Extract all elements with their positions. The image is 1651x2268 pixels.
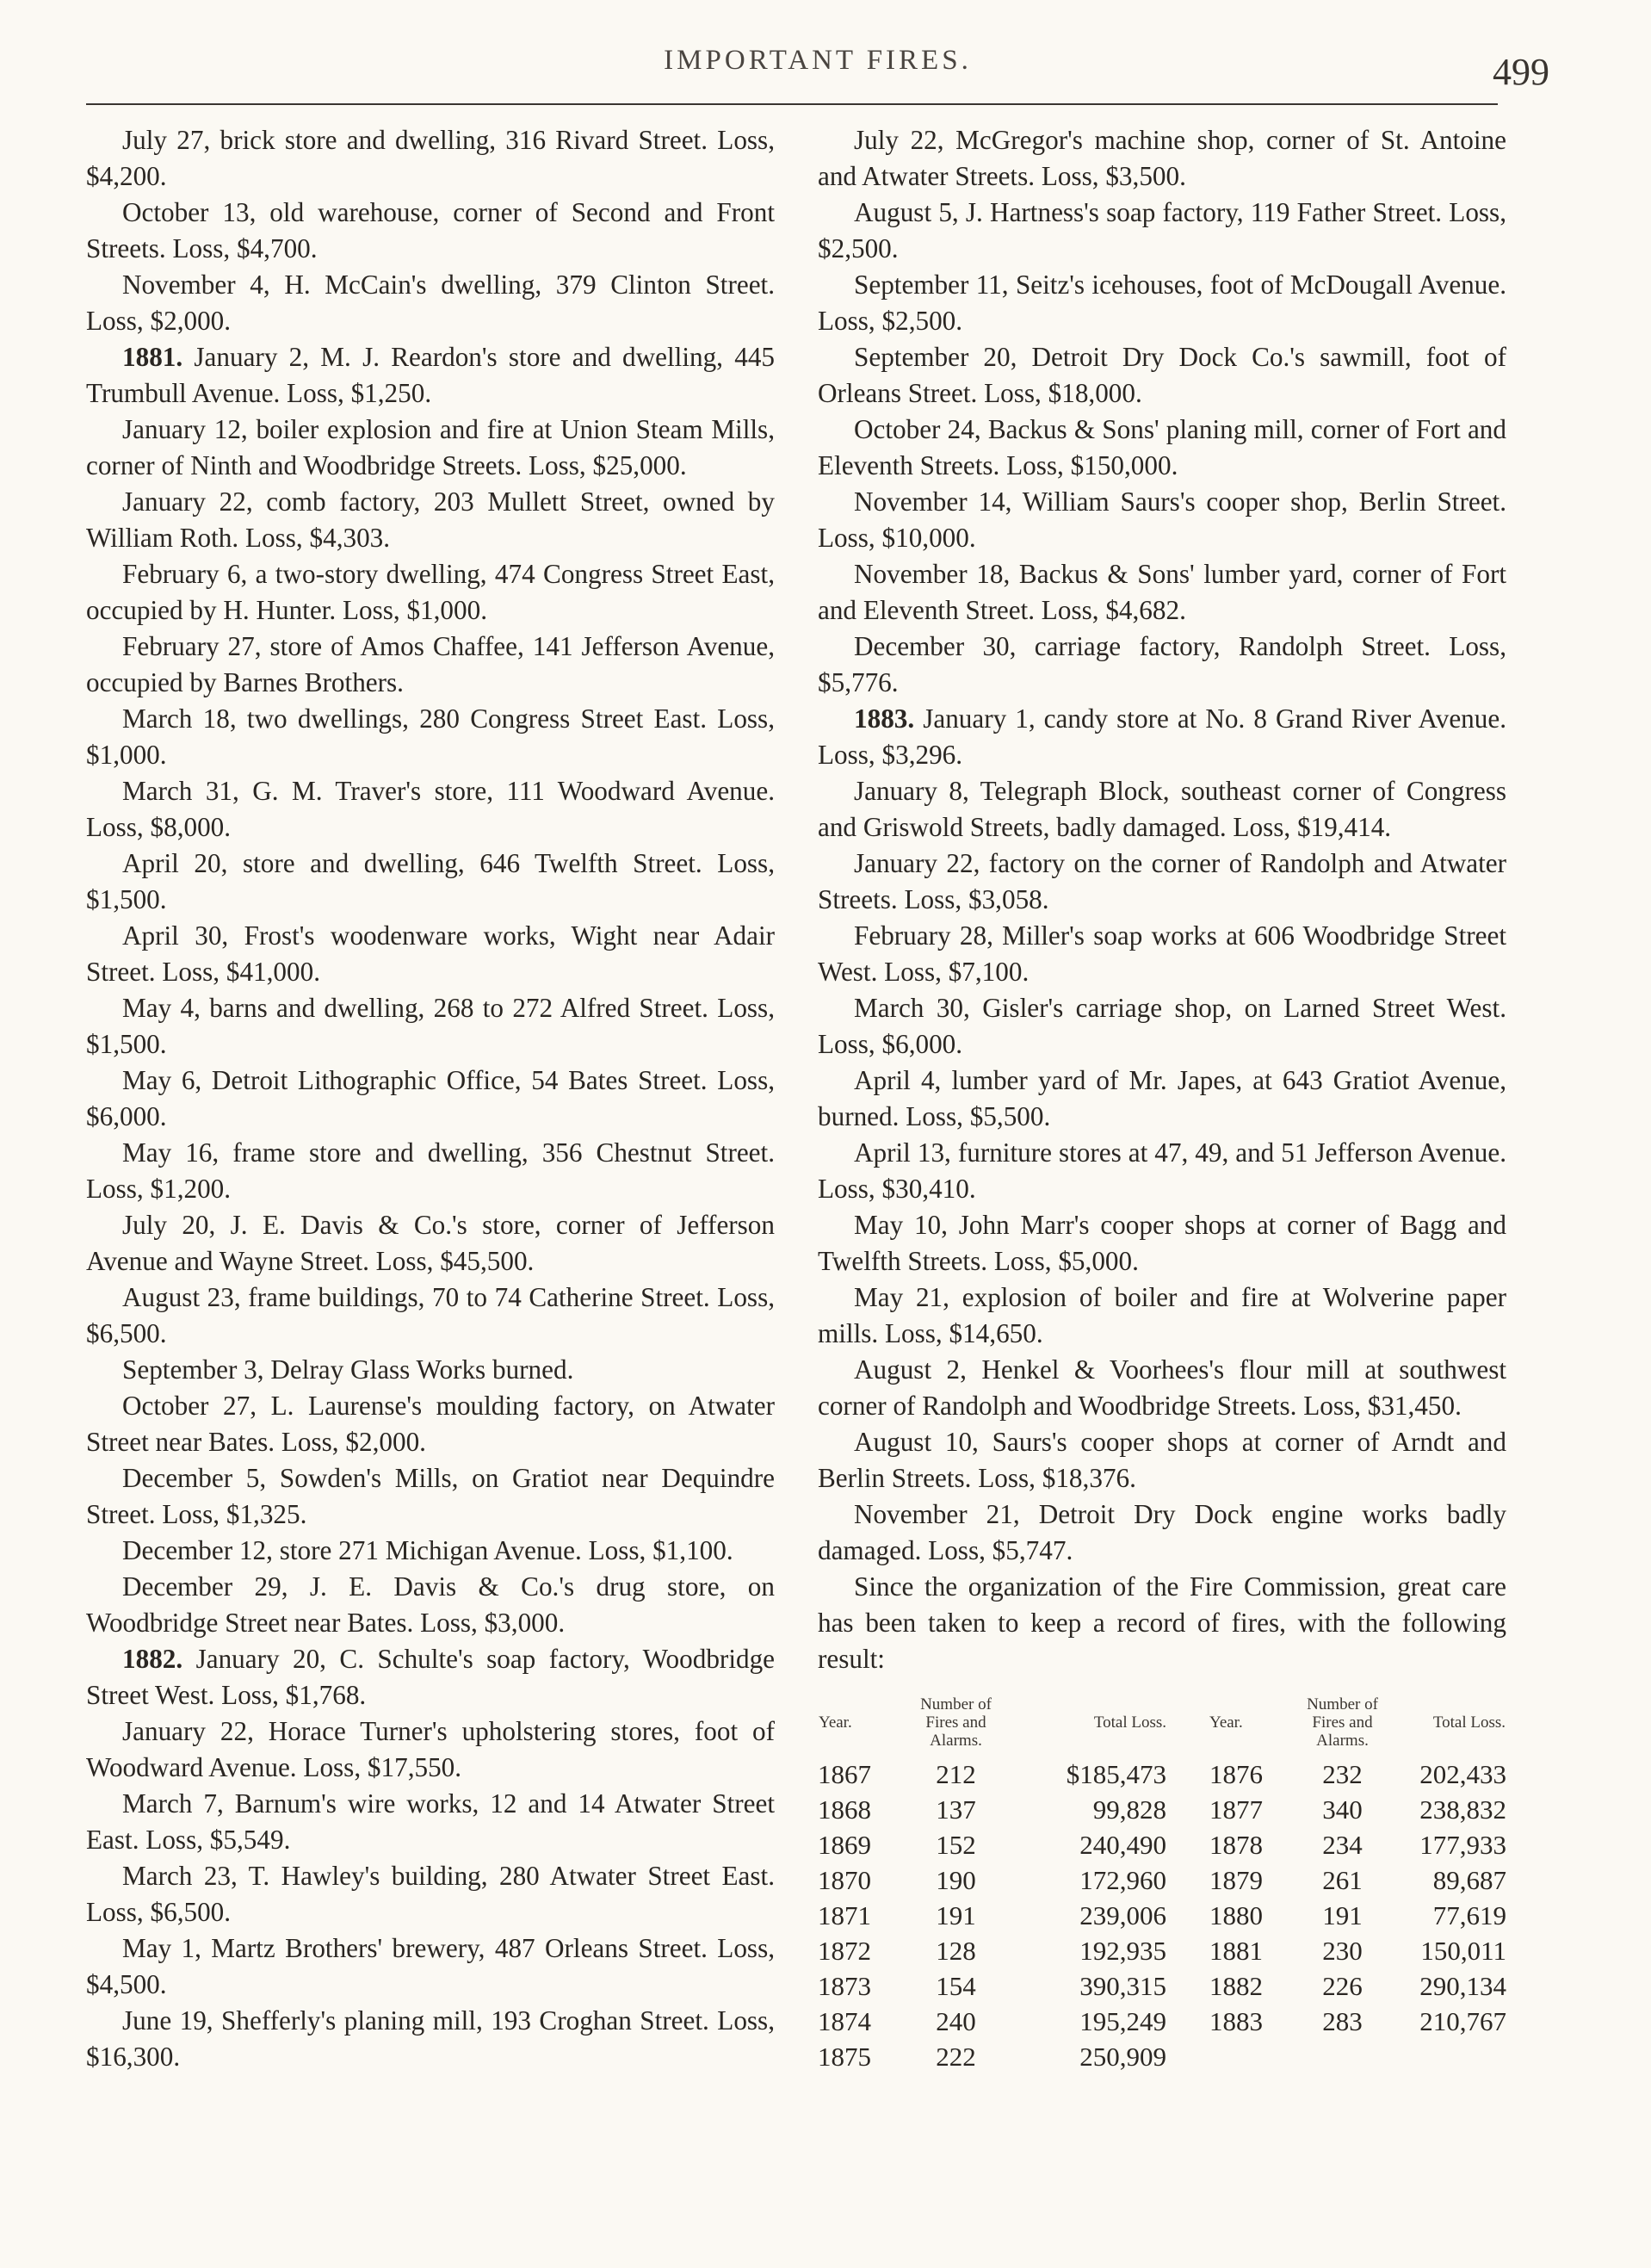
- cell-year: 1870: [818, 1865, 871, 1895]
- fire-entry: [818, 412, 1506, 484]
- fire-entry: [86, 1135, 775, 1207]
- cell-loss: 239,006: [1079, 1900, 1166, 1930]
- entry-text: March 7, Barnum's wire works, 12 and 14 Atwater Street East. Loss, $5,549.: [86, 1788, 775, 1855]
- entry-text: January 22, Horace Turner's upholstering stores, foot of Woodward Avenue. Loss, $17,550.: [86, 1716, 775, 1782]
- fire-record-table: [818, 1695, 1506, 2074]
- fire-entry: [86, 412, 775, 484]
- fire-entry: [86, 1569, 775, 1641]
- fire-entry: [818, 773, 1506, 846]
- fire-entry: [818, 267, 1506, 339]
- cell-year: 1876: [1209, 1759, 1263, 1789]
- fire-entry: [86, 1388, 775, 1460]
- right-column-entries: [818, 122, 1506, 1677]
- fire-entry: [86, 846, 775, 918]
- header-year-2: Year.: [1209, 1713, 1243, 1732]
- fire-entry: [818, 1063, 1506, 1135]
- entry-text: November 21, Detroit Dry Dock engine works badly damaged. Loss, $5,747.: [818, 1499, 1506, 1565]
- cell-year: 1877: [1209, 1794, 1263, 1825]
- fire-entry: [86, 629, 775, 701]
- fire-entry: [86, 1930, 775, 2003]
- fire-entry: [86, 1641, 775, 1713]
- cell-year: [1192, 2039, 1296, 2074]
- entry-text: August 23, frame buildings, 70 to 74 Catherine Street. Loss, $6,500.: [86, 1282, 775, 1348]
- fire-entry: [818, 1280, 1506, 1352]
- fire-entry: [818, 1352, 1506, 1424]
- entry-text: June 19, Shefferly's planing mill, 193 Croghan Street. Loss, $16,300.: [86, 2005, 775, 2072]
- fire-entry: [818, 1497, 1506, 1569]
- entry-text: September 3, Delray Glass Works burned.: [122, 1354, 574, 1385]
- fire-entry: [86, 990, 775, 1063]
- entry-text: January 2, M. J. Reardon's store and dwelling, 445 Trumbull Avenue. Loss, $1,250.: [86, 342, 776, 408]
- fire-entry: [818, 1424, 1506, 1497]
- entry-text: December 5, Sowden's Mills, on Gratiot near Dequindre Street. Loss, $1,325.: [86, 1463, 775, 1529]
- fire-entry: [818, 629, 1506, 701]
- cell-year: 1868: [818, 1794, 871, 1825]
- cell-fires: 154: [936, 1971, 976, 2001]
- left-column: [86, 122, 775, 2075]
- entry-text: December 30, carriage factory, Randolph Street. Loss, $5,776.: [818, 631, 1506, 697]
- entry-text: May 21, explosion of boiler and fire at Wolverine paper mills. Loss, $14,650.: [818, 1282, 1506, 1348]
- fire-entry: [818, 339, 1506, 412]
- fire-entry: [818, 990, 1506, 1063]
- entry-year: 1882.: [122, 1644, 183, 1674]
- fire-entry: [86, 339, 775, 412]
- entry-year: 1883.: [854, 703, 915, 734]
- cell-year: 1875: [818, 2042, 871, 2072]
- cell-loss: 202,433: [1419, 1759, 1506, 1789]
- entry-text: March 30, Gisler's carriage shop, on Larned Street West. Loss, $6,000.: [818, 993, 1506, 1059]
- cell-loss: 89,687: [1432, 1865, 1506, 1895]
- cell-fires: 212: [936, 1759, 976, 1789]
- entry-text: February 27, store of Amos Chaffee, 141 Jefferson Avenue, occupied by Barnes Brothers.: [86, 631, 775, 697]
- fire-entry: [86, 556, 775, 629]
- entry-text: April 30, Frost's woodenware works, Wight near Adair Street. Loss, $41,000.: [86, 920, 775, 987]
- cell-loss: 195,249: [1079, 2006, 1166, 2036]
- fire-entry: [818, 122, 1506, 195]
- cell-loss: 290,134: [1419, 1971, 1506, 2001]
- table-row: [818, 1968, 1506, 2004]
- entry-text: October 27, L. Laurense's moulding factory, on Atwater Street near Bates. Loss, $2,000.: [86, 1391, 775, 1457]
- fire-entry: [86, 1786, 775, 1858]
- entry-text: February 6, a two-story dwelling, 474 Congress Street East, occupied by H. Hunter. Loss, $1,000.: [86, 559, 775, 625]
- table-row: [818, 1792, 1506, 1827]
- entry-text: April 13, furniture stores at 47, 49, and 51 Jefferson Avenue. Loss, $30,410.: [818, 1137, 1506, 1204]
- cell-loss: 238,832: [1419, 1794, 1506, 1825]
- cell-loss: 390,315: [1079, 1971, 1166, 2001]
- entry-text: January 22, factory on the corner of Randolph and Atwater Streets. Loss, $3,058.: [818, 848, 1506, 914]
- header-year: Year.: [819, 1713, 852, 1732]
- fire-entry: [86, 122, 775, 195]
- table-header-row: [818, 1695, 1506, 1757]
- fire-entry: [818, 1135, 1506, 1207]
- cell-year: 1871: [818, 1900, 871, 1930]
- fire-entry: [86, 1713, 775, 1786]
- fire-entry: [86, 484, 775, 556]
- cell-loss: 240,490: [1079, 1830, 1166, 1860]
- page-number: 499: [1493, 51, 1549, 93]
- cell-year: 1882: [1209, 1971, 1263, 2001]
- entry-text: April 20, store and dwelling, 646 Twelfth Street. Loss, $1,500.: [86, 848, 775, 914]
- fire-entry: [86, 701, 775, 773]
- cell-fires: 261: [1322, 1865, 1363, 1895]
- cell-fires: 128: [936, 1936, 976, 1966]
- cell-year: 1880: [1209, 1900, 1263, 1930]
- fire-entry: [818, 1207, 1506, 1280]
- entry-text: July 20, J. E. Davis & Co.'s store, corner of Jefferson Avenue and Wayne Street. Loss, $45,500.: [86, 1210, 775, 1276]
- cell-fires: 190: [936, 1865, 976, 1895]
- entry-text: November 14, William Saurs's cooper shop, Berlin Street. Loss, $10,000.: [818, 486, 1506, 553]
- entry-text: August 2, Henkel & Voorhees's flour mill at southwest corner of Randolph and Woodbridge Streets. Loss, $31,450.: [818, 1354, 1506, 1421]
- table-row: [818, 1862, 1506, 1898]
- cell-year: 1867: [818, 1759, 871, 1789]
- cell-fires: 222: [936, 2042, 976, 2072]
- entry-text: January 12, boiler explosion and fire at Union Steam Mills, corner of Ninth and Woodbridge Streets. Loss, $25,000.: [86, 414, 775, 480]
- cell-loss: [1388, 2039, 1506, 2074]
- fire-entry: [86, 918, 775, 990]
- header-number-of-fires-2: Number of Fires and Alarms.: [1307, 1695, 1378, 1750]
- cell-loss: 150,011: [1420, 1936, 1506, 1966]
- table-row: [818, 1898, 1506, 1933]
- table-body: [818, 1757, 1506, 2074]
- fire-entry: [818, 701, 1506, 773]
- cell-fires: [1296, 2039, 1388, 2074]
- entry-text: May 10, John Marr's cooper shops at corner of Bagg and Twelfth Streets. Loss, $5,000.: [818, 1210, 1506, 1276]
- fire-entry: [86, 267, 775, 339]
- table-row: [818, 1933, 1506, 1968]
- table-row: [818, 2039, 1506, 2074]
- fire-entry: [86, 1858, 775, 1930]
- cell-loss: 77,619: [1432, 1900, 1506, 1930]
- cell-year: 1869: [818, 1830, 871, 1860]
- entry-text: July 27, brick store and dwelling, 316 Rivard Street. Loss, $4,200.: [86, 125, 775, 191]
- running-title: IMPORTANT FIRES.: [664, 45, 972, 76]
- fire-entry: [86, 1352, 775, 1388]
- cell-year: 1873: [818, 1971, 871, 2001]
- entry-text: December 29, J. E. Davis & Co.'s drug store, on Woodbridge Street near Bates. Loss, $3,000.: [86, 1571, 775, 1638]
- entry-text: March 18, two dwellings, 280 Congress Street East. Loss, $1,000.: [86, 703, 775, 770]
- fire-entry: [86, 2003, 775, 2075]
- cell-loss: 177,933: [1419, 1830, 1506, 1860]
- entry-text: January 8, Telegraph Block, southeast corner of Congress and Griswold Streets, badly damaged. Loss, $19,414.: [818, 776, 1506, 842]
- fire-entry: [818, 556, 1506, 629]
- right-column: [818, 122, 1506, 2074]
- cell-fires: 191: [1322, 1900, 1363, 1930]
- cell-loss: 250,909: [1079, 2042, 1166, 2072]
- entry-text: December 12, store 271 Michigan Avenue. Loss, $1,100.: [122, 1535, 733, 1565]
- entry-text: August 10, Saurs's cooper shops at corner of Arndt and Berlin Streets. Loss, $18,376.: [818, 1427, 1506, 1493]
- entry-text: January 22, comb factory, 203 Mullett Street, owned by William Roth. Loss, $4,303.: [86, 486, 775, 553]
- cell-loss: 99,828: [1092, 1794, 1166, 1825]
- entry-text: May 4, barns and dwelling, 268 to 272 Alfred Street. Loss, $1,500.: [86, 993, 775, 1059]
- entry-text: September 11, Seitz's icehouses, foot of McDougall Avenue. Loss, $2,500.: [818, 270, 1506, 336]
- entry-text: October 24, Backus & Sons' planing mill, corner of Fort and Eleventh Streets. Loss, $150,000.: [818, 414, 1506, 480]
- cell-fires: 283: [1322, 2006, 1363, 2036]
- entry-text: May 1, Martz Brothers' brewery, 487 Orleans Street. Loss, $4,500.: [86, 1933, 775, 1999]
- header-total-loss: Total Loss.: [1093, 1713, 1166, 1732]
- table-row: [818, 2004, 1506, 2039]
- fire-entry: [86, 1063, 775, 1135]
- fire-entry: [86, 1280, 775, 1352]
- entry-text: March 31, G. M. Traver's store, 111 Woodward Avenue. Loss, $8,000.: [86, 776, 775, 842]
- fire-entry: [818, 195, 1506, 267]
- cell-fires: 191: [936, 1900, 976, 1930]
- cell-loss: 172,960: [1079, 1865, 1166, 1895]
- entry-text: November 18, Backus & Sons' lumber yard, corner of Fort and Eleventh Street. Loss, $4,682.: [818, 559, 1506, 625]
- table-row: [818, 1827, 1506, 1862]
- cell-fires: 137: [936, 1794, 976, 1825]
- fire-entry: [86, 1533, 775, 1569]
- cell-fires: 152: [936, 1830, 976, 1860]
- fire-entry: [818, 918, 1506, 990]
- entry-text: October 13, old warehouse, corner of Second and Front Streets. Loss, $4,700.: [86, 197, 775, 263]
- cell-fires: 240: [936, 2006, 976, 2036]
- fire-entry: [86, 1460, 775, 1533]
- fire-entry: [86, 773, 775, 846]
- entry-text: September 20, Detroit Dry Dock Co.'s sawmill, foot of Orleans Street. Loss, $18,000.: [818, 342, 1506, 408]
- fire-entry: [86, 1207, 775, 1280]
- header-rule: [86, 103, 1498, 105]
- fire-entry: [818, 1569, 1506, 1677]
- entry-text: May 16, frame store and dwelling, 356 Chestnut Street. Loss, $1,200.: [86, 1137, 775, 1204]
- entry-text: April 4, lumber yard of Mr. Japes, at 643 Gratiot Avenue, burned. Loss, $5,500.: [818, 1065, 1506, 1131]
- table-row: [818, 1757, 1506, 1792]
- cell-fires: 226: [1322, 1971, 1363, 2001]
- cell-fires: 232: [1322, 1759, 1363, 1789]
- fire-entry: [86, 195, 775, 267]
- cell-year: 1881: [1209, 1936, 1263, 1966]
- entry-text: August 5, J. Hartness's soap factory, 119 Father Street. Loss, $2,500.: [818, 197, 1506, 263]
- entry-text: Since the organization of the Fire Commission, great care has been taken to keep a record of fires, with the following result:: [818, 1571, 1506, 1674]
- fire-entry: [818, 846, 1506, 918]
- entry-text: February 28, Miller's soap works at 606 Woodbridge Street West. Loss, $7,100.: [818, 920, 1506, 987]
- cell-fires: 230: [1322, 1936, 1363, 1966]
- fire-entry: [818, 484, 1506, 556]
- cell-year: 1878: [1209, 1830, 1263, 1860]
- cell-year: 1872: [818, 1936, 871, 1966]
- cell-fires: 234: [1322, 1830, 1363, 1860]
- entry-year: 1881.: [122, 342, 183, 372]
- entry-text: July 22, McGregor's machine shop, corner of St. Antoine and Atwater Streets. Loss, $3,500.: [818, 125, 1506, 191]
- cell-year: 1874: [818, 2006, 871, 2036]
- cell-loss: 210,767: [1419, 2006, 1506, 2036]
- header-total-loss-2: Total Loss.: [1432, 1713, 1506, 1732]
- cell-year: 1879: [1209, 1865, 1263, 1895]
- entry-text: March 23, T. Hawley's building, 280 Atwater Street East. Loss, $6,500.: [86, 1861, 775, 1927]
- entry-text: May 6, Detroit Lithographic Office, 54 Bates Street. Loss, $6,000.: [86, 1065, 775, 1131]
- entry-text: January 20, C. Schulte's soap factory, Woodbridge Street West. Loss, $1,768.: [86, 1644, 776, 1710]
- entry-text: November 4, H. McCain's dwelling, 379 Clinton Street. Loss, $2,000.: [86, 270, 775, 336]
- header-number-of-fires: Number of Fires and Alarms.: [920, 1695, 992, 1750]
- cell-fires: 340: [1322, 1794, 1363, 1825]
- cell-year: 1883: [1209, 2006, 1263, 2036]
- entry-text: January 1, candy store at No. 8 Grand River Avenue. Loss, $3,296.: [818, 703, 1507, 770]
- cell-loss: $185,473: [1066, 1759, 1166, 1789]
- cell-loss: 192,935: [1079, 1936, 1166, 1966]
- page-header: [86, 45, 1549, 105]
